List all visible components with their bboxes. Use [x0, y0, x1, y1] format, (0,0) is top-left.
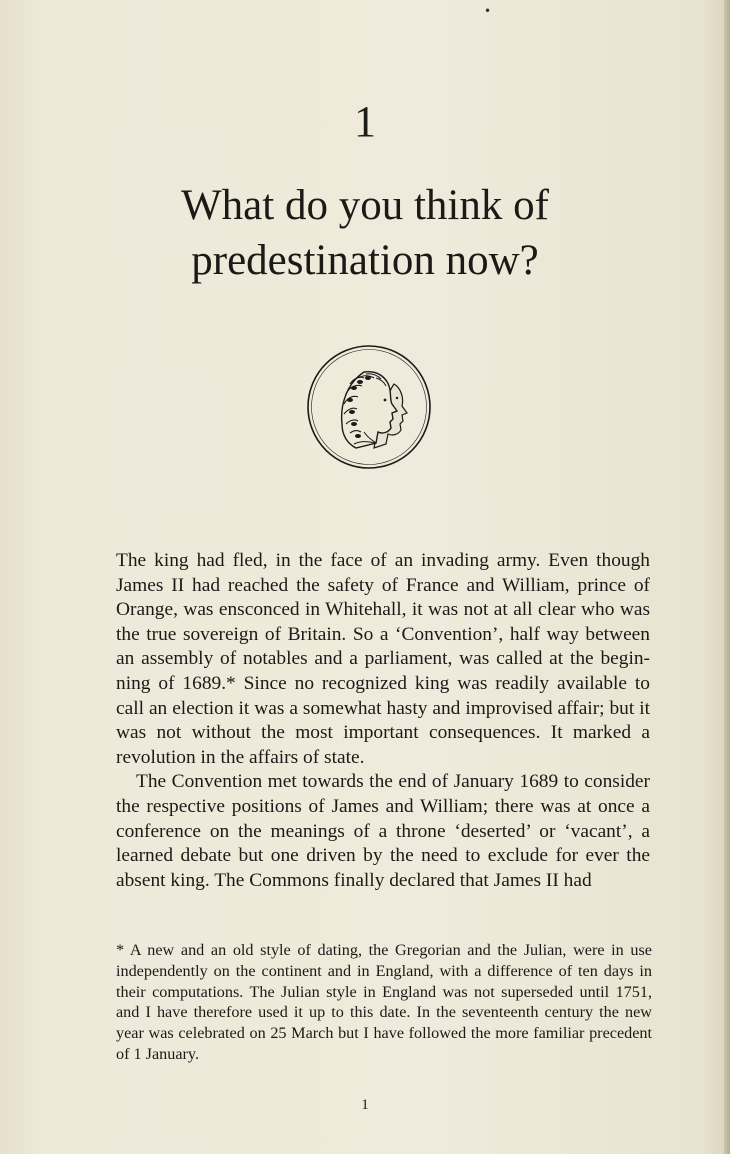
paragraph-1: The king had fled, in the face of an invading army. Even though James II had reached the safety of France and William, prince of Orange, was ensconced in Whitehall, it was not at all clear who was the true sovereign of Britain. So a ‘Convention’, half way between an assembly of notables and a parliament, was called at the beginning of 1689.* Since no recognized king was readily available to call an election it was a somewhat hasty and improvised affair; but it was not without the most important consequences. It marked a revolution in the affairs of state.	[116, 550, 650, 768]
chapter-title	[0, 178, 730, 288]
ink-speck: •	[484, 4, 492, 18]
paragraph-2: The Convention met towards the end of January 1689 to consider the respective positions of James and William; there was at once a conference on the meanings of a throne ‘deserted’ or ‘vacant’, a learned debate but one driven by the need to exclude for ever the absent king. The Commons finally declared that James II had	[116, 771, 650, 891]
page-number: 1	[361, 1097, 369, 1113]
chapter-title-line-1: What do you think of	[181, 182, 549, 229]
page-edge-shadow	[724, 0, 730, 1154]
chapter-title-line-2: predestination now?	[191, 237, 539, 284]
chapter-number: 1	[354, 97, 376, 146]
footnote: * A new and an old style of dating, the Gregorian and the Julian, were in use independently on the continent and in England, with a difference of ten days in their computations. The Julian style in England was not superseded until 1751, and I have therefore used it up to this date. In the seventeenth century the new year was celebrated on 25 March but I have followed the more familiar precedent of 1 January.	[116, 941, 652, 1063]
twin-profile-portrait-medallion-icon	[306, 344, 432, 470]
body-text	[116, 549, 650, 893]
